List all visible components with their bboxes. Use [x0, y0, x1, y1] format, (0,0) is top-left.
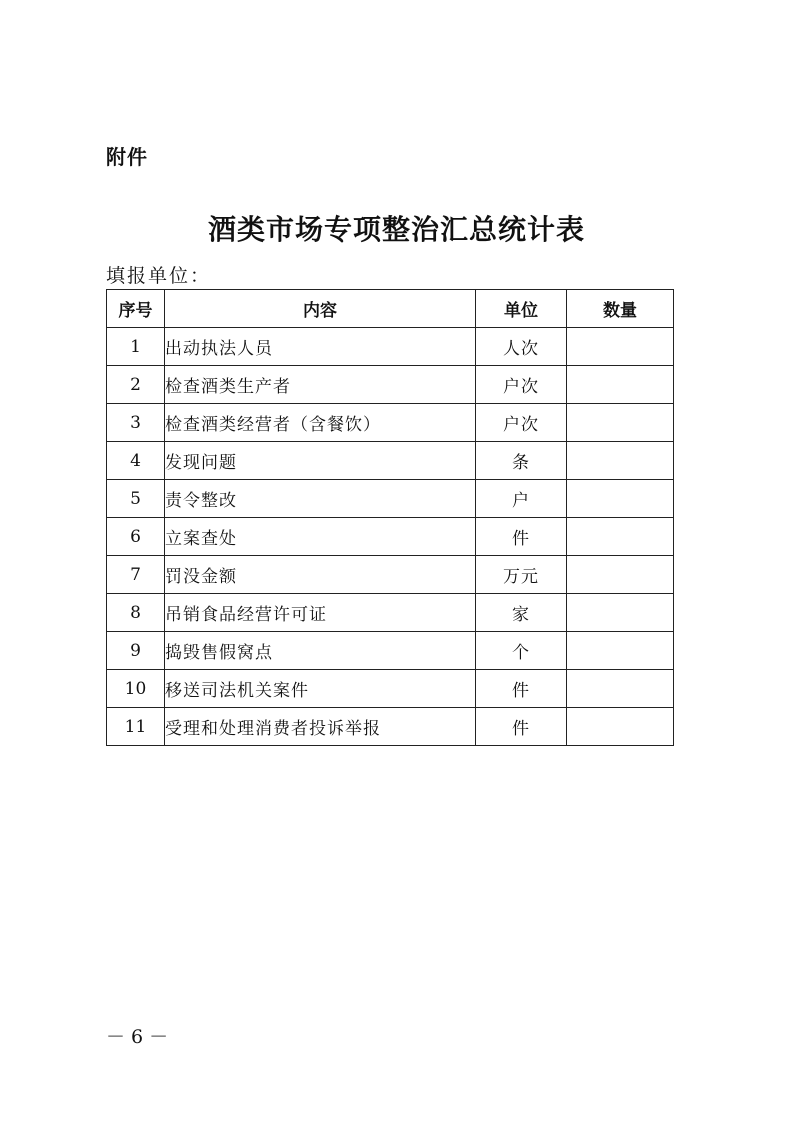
row-quantity-cell[interactable] — [567, 518, 674, 556]
table-body — [107, 328, 674, 746]
row-serial-number: 4 — [107, 442, 165, 480]
row-serial-number: 6 — [107, 518, 165, 556]
row-unit: 个 — [476, 632, 567, 670]
table-row — [107, 708, 674, 746]
page-number: － 6 － — [106, 1026, 169, 1048]
row-serial-number: 10 — [107, 670, 165, 708]
row-serial-number: 2 — [107, 366, 165, 404]
row-serial-number: 5 — [107, 480, 165, 518]
table-row — [107, 442, 674, 480]
row-serial-number: 8 — [107, 594, 165, 632]
row-content: 罚没金额 — [165, 556, 476, 594]
row-quantity-cell[interactable] — [567, 670, 674, 708]
row-quantity-cell[interactable] — [567, 708, 674, 746]
header-unit: 单位 — [476, 290, 567, 328]
row-unit: 件 — [476, 708, 567, 746]
row-unit: 户 — [476, 480, 567, 518]
row-content: 捣毁售假窝点 — [165, 632, 476, 670]
table-row — [107, 518, 674, 556]
header-serial-number: 序号 — [107, 290, 165, 328]
row-unit: 条 — [476, 442, 567, 480]
row-serial-number: 3 — [107, 404, 165, 442]
table-row — [107, 366, 674, 404]
row-quantity-cell[interactable] — [567, 594, 674, 632]
row-content: 检查酒类生产者 — [165, 366, 476, 404]
row-content: 立案查处 — [165, 518, 476, 556]
row-unit: 户次 — [476, 404, 567, 442]
row-content: 检查酒类经营者（含餐饮） — [165, 404, 476, 442]
table-row — [107, 480, 674, 518]
row-unit: 户次 — [476, 366, 567, 404]
row-quantity-cell[interactable] — [567, 366, 674, 404]
header-quantity: 数量 — [567, 290, 674, 328]
row-unit: 万元 — [476, 556, 567, 594]
attachment-label: 附件 — [106, 145, 148, 169]
table-row — [107, 328, 674, 366]
table-row — [107, 404, 674, 442]
table-row — [107, 556, 674, 594]
row-serial-number: 1 — [107, 328, 165, 366]
row-content: 出动执法人员 — [165, 328, 476, 366]
row-content: 移送司法机关案件 — [165, 670, 476, 708]
table-row — [107, 632, 674, 670]
statistics-table — [106, 289, 674, 746]
row-unit: 件 — [476, 670, 567, 708]
row-content: 发现问题 — [165, 442, 476, 480]
row-content: 责令整改 — [165, 480, 476, 518]
row-quantity-cell[interactable] — [567, 632, 674, 670]
row-quantity-cell[interactable] — [567, 404, 674, 442]
row-unit: 件 — [476, 518, 567, 556]
row-content: 受理和处理消费者投诉举报 — [165, 708, 476, 746]
document-title: 酒类市场专项整治汇总统计表 — [207, 213, 585, 246]
row-content: 吊销食品经营许可证 — [165, 594, 476, 632]
row-serial-number: 7 — [107, 556, 165, 594]
table-row — [107, 670, 674, 708]
table-header-row — [107, 290, 674, 328]
row-unit: 家 — [476, 594, 567, 632]
row-quantity-cell[interactable] — [567, 480, 674, 518]
header-content: 内容 — [165, 290, 476, 328]
row-quantity-cell[interactable] — [567, 442, 674, 480]
table-row — [107, 594, 674, 632]
row-quantity-cell[interactable] — [567, 556, 674, 594]
row-quantity-cell[interactable] — [567, 328, 674, 366]
row-serial-number: 9 — [107, 632, 165, 670]
reporting-unit-label: 填报单位： — [106, 265, 212, 287]
row-serial-number: 11 — [107, 708, 165, 746]
row-unit: 人次 — [476, 328, 567, 366]
